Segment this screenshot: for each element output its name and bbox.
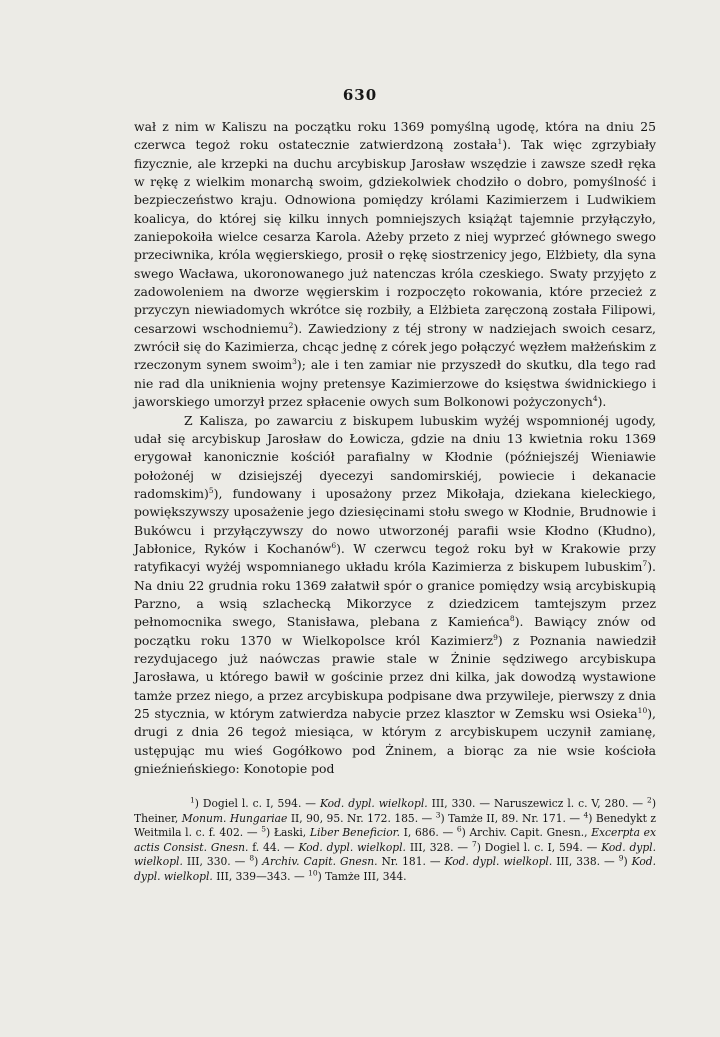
text-run: ). Zawiedziony z téj strony w nadziejach swoich cesarz, zwrócił się do Kazimierza, chcąc jednę z córek jego połączyć węzłem małżeńskim z rzeczonym synem swoim <box>134 320 656 373</box>
footnote-ref: 9 <box>618 853 624 863</box>
italic-title: Kod. dypl. wielkopl. <box>319 797 428 810</box>
text-run: ) <box>623 855 632 869</box>
text-run: III, 330. — Naruszewicz l. c. V, 280. — <box>427 797 648 810</box>
italic-title: Excerpta ex actis Consist. Gnesn. <box>134 826 656 854</box>
text-run: ). Bawiący znów od początku roku 1370 w Wielkopolsce król Kazimierz <box>134 614 656 648</box>
footnote-ref: 5 <box>261 824 267 834</box>
italic-title: Kod. dypl. wielkopl. <box>444 855 553 869</box>
text-run: I, 686. — <box>400 826 457 840</box>
footnote-ref: 8 <box>249 853 255 863</box>
footnote-ref: 1 <box>497 137 503 147</box>
footnote-ref: 7 <box>642 559 648 569</box>
text-run: II, 90, 95. Nr. 172. 185. — <box>287 811 436 825</box>
text-run: III, 330. — <box>182 855 250 869</box>
text-run: wał z nim w Kaliszu na początku roku 1369 pomyślną ugodę, która na dniu 25 czerwca tegoż roku ostatecznie zatwierdzoną została <box>134 119 656 153</box>
text-run: ) Tamże III, 344. <box>317 869 407 883</box>
footnote-ref: 5 <box>208 485 214 495</box>
italic-title: Kod. dypl. wielkopl. <box>298 840 406 854</box>
text-run: III, 328. — <box>405 840 472 854</box>
italic-title: Archiv. Capit. Gnesn. <box>262 855 378 869</box>
text-run: ) <box>254 855 263 869</box>
text-run: ) Dogiel l. c. I, 594. — <box>476 840 602 854</box>
footnote-ref: 1 <box>190 795 195 805</box>
text-run: ) Theiner, <box>134 797 656 825</box>
text-run: ), drugi z dnia 26 tegoż miesiąca, w którym z arcybiskupem uczynił zamianę, ustępując mu wieś Gogółkowo pod Żninem, a biorąc za nie wsie kościoła gnieźnieńskiego: Konotopie pod <box>134 706 656 777</box>
text-run: ). <box>597 394 607 410</box>
footnote-ref: 3 <box>435 810 441 820</box>
text-run: ); ale i ten zamiar nie przyszedł do skutku, dla tego rad nie rad dla uniknienia wojny pretensye Kazimierzowe do księstwa świdnickiego i jaworskiego umorzył przez spłacenie owych sum Bolkonowi pożyczonych <box>134 357 656 410</box>
footnote-ref: 2 <box>647 795 652 805</box>
paragraph-1 <box>134 118 656 412</box>
footnote-ref: 9 <box>493 632 498 642</box>
footnote-ref: 3 <box>292 357 297 367</box>
text-run: ), fundowany i uposażony przez Mikołaja, dziekana kieleckiego, powiększywszy uposażenie jego dziesięcinami stołu swego w Kłodnie, Brudnowie i Bukówcu i przyłączywszy do nowo utworzonéj parafii wsie Kłodno (Kłudno), Jabłonice, Ryków i Kochanów <box>134 485 656 556</box>
text-run: ) Tamże II, 89. Nr. 171. — <box>440 811 584 825</box>
footnotes <box>134 797 656 885</box>
text-run: ) Łaski, <box>266 826 310 840</box>
italic-title: Kod. dypl. wielkopl. <box>134 855 656 883</box>
italic-title: Liber Beneficior. <box>309 826 400 840</box>
footnote-ref: 6 <box>456 824 462 834</box>
footnote-ref: 2 <box>288 320 294 330</box>
paragraph-2 <box>134 412 656 779</box>
text-run: ) Benedykt z Weitmila l. c. f. 402. — <box>134 811 656 840</box>
footnote-ref: 4 <box>592 394 598 404</box>
footnote-ref: 10 <box>308 868 318 878</box>
text-run: III, 338. — <box>552 855 619 869</box>
text-run: ) Dogiel l. c. I, 594. — <box>194 797 320 810</box>
main-text <box>134 118 656 778</box>
italic-title: Kod. dypl. wielkopl. <box>134 840 656 869</box>
footnote-ref: 7 <box>471 839 477 849</box>
footnote-ref: 4 <box>583 810 589 820</box>
text-run: ). Tak więc zgrzybiały fizycznie, ale krzepki na duchu arcybiskup Jarosław wszędzie i zawsze szedł ręka w rękę z wielkim monarchą swoim, gdziekolwiek chodziło o dobro, pomyślność i bezpieczeństwo kraju. Odnowiona pomiędzy królami Kazimierzem i Ludwikiem koalicya, do której się kilku innych pomniejszych książąt tajemnie przyłączyło, zaniepokoiła wielce cesarza Karola. Ażeby przeto z niej wyprzeć głównego swego przeciwnika, króla węgierskiego, prosił o rękę siostrzenicy jego, Elżbiety, dla syna swego Wacława, ukoronowanego już natenczas króla czeskiego. Swaty przyjęto z zadowoleniem na dworze węgierskim i rozpoczęto rokowania, które przecież z przyczyn niewiadomych wkrótce się rozbiły, a Elżbieta zaręczoną została Filipowi, cesarzowi wschodniemu <box>134 137 656 336</box>
text-run: ) Archiv. Capit. Gnesn., <box>461 826 592 840</box>
text-run: f. 44. — <box>248 840 299 854</box>
italic-title: Monum. Hungariae <box>181 811 288 825</box>
text-run: Nr. 181. — <box>377 855 445 869</box>
text-run: III, 339—343. — <box>212 869 309 883</box>
text-run: ). Na dniu 22 grudnia roku 1369 załatwił spór o granice pomiędzy wsią arcybiskupią Parzno, a wsią szlachecką Mikorzyce z dziedzicem tamtejszym przez pełnomocnika swego, Stanisława, plebana z Kamieńca <box>134 559 656 630</box>
footnote-ref: 8 <box>509 614 515 624</box>
text-run: ). W czerwcu tegoż roku był w Krakowie przy ratyfikacyi wyżéj wspomnianego układu króla Kazimierza z biskupem lubuskim <box>134 540 656 575</box>
text-run: Z Kalisza, po zawarciu z biskupem lubuskim wyżéj wspomnionéj ugody, udał się arcybiskup Jarosław do Łowicza, gdzie na dniu 13 kwietnia roku 1369 erygował kanonicznie kościół parafialny w Kłodnie (późniejszéj Wieniawie położonéj w dzisiejszéj dyecezyi sandomirskiéj, powiecie i dekanacie radomskim) <box>134 412 656 501</box>
text-run: ) z Poznania nawiedził rezydujacego już naówczas prawie stale w Żninie sędziwego arcybiskupa Jarosława, u którego bawił w gościnie przez dni kilka, jak dowodzą wystawione tamże przez niego, a przez arcybiskupa podpisane dwa przywileje, pierwszy z dnia 25 stycznia, w którym zatwierdza nabycie przez klasztor w Zemsku wsi Osieka <box>134 632 656 721</box>
footnote-block <box>134 797 656 885</box>
footnote-ref: 6 <box>331 540 337 550</box>
page-number: 630 <box>342 86 378 104</box>
footnote-ref: 10 <box>637 705 648 715</box>
